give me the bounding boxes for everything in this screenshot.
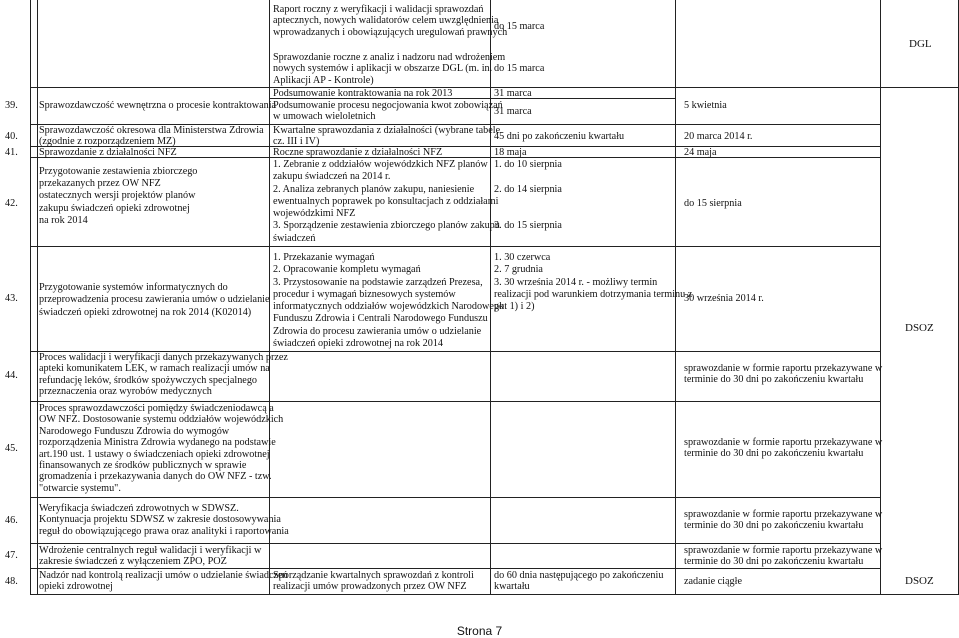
row-42-title: Przygotowanie zestawienia zbiorczego przekazanych przez OW NFZ ostatecznych wersji projektów planów zakupu świadczeń opieki zdrowotnej na rok 2014 bbox=[39, 166, 198, 226]
row-42-term: 1. do 10 sierpnia 2. do 14 sierpnia 3. do 15 sierpnia bbox=[494, 159, 562, 232]
row-46-deadline: sprawozdanie w formie raportu przekazywane w terminie do 30 dni po zakończeniu kwartału bbox=[684, 509, 883, 532]
row-48-deadline: zadanie ciągłe bbox=[684, 576, 742, 587]
owner-dsoz-1: DSOZ bbox=[905, 322, 934, 334]
owner-dsoz-2: DSOZ bbox=[905, 575, 934, 587]
row-41-title: Sprawozdanie z działalności NFZ bbox=[39, 147, 177, 158]
row-43-title: Przygotowanie systemów informatycznych do przeprowadzenia procesu zawierania umów o udzielanie świadczeń opieki zdrowotnej na rok 2014 (K02014) bbox=[39, 282, 270, 318]
row-48-task: Sporządzanie kwartalnych sprawozdań z kontroli realizacji umów prowadzonych przez OW NFZ bbox=[273, 570, 474, 593]
row-43-deadline: 30 września 2014 r. bbox=[684, 293, 764, 304]
owner-dgl: DGL bbox=[909, 38, 932, 50]
row-39-term-2: 31 marca bbox=[494, 106, 532, 117]
row-39-task-2: Podsumowanie procesu negocjowania kwot zobowiązań w umowach wieloletnich bbox=[273, 100, 503, 123]
row-number-47: 47. bbox=[5, 550, 18, 561]
row-44-title: Proces walidacji i weryfikacji danych przekazywanych przez apteki komunikatem LEK, w ramach realizacji umów na refundację leków, środków spożywczych specjalnego przeznaczenia oraz wyrobów medycznych bbox=[39, 352, 288, 398]
row-44-deadline: sprawozdanie w formie raportu przekazywane w terminie do 30 dni po zakończeniu kwartału bbox=[684, 363, 883, 386]
row-41-deadline: 24 maja bbox=[684, 147, 717, 158]
row-42-deadline: do 15 sierpnia bbox=[684, 198, 742, 209]
row-number-46: 46. bbox=[5, 515, 18, 526]
row-number-45: 45. bbox=[5, 443, 18, 454]
row-number-44: 44. bbox=[5, 370, 18, 381]
pre-task-2: Sprawozdanie roczne z analiz i nadzoru nad wdrożeniem nowych systemów i aplikacji w obszarze DGL (m. in. Aplikacji AP - Kontrole) bbox=[273, 52, 506, 86]
row-45-title: Proces sprawozdawczości pomiędzy świadczeniodawcą a OW NFZ. Dostosowanie systemu oddziałów wojewódzkich Narodowego Funduszu Zdrowia do wymogów rozporządzenia Ministra Zdrowia wydanego na podstawie art.190 ust. 1 ustawy o świadczeniach opieki zdrowotnej finansowanych ze środków publicznych w sprawie gromadzenia i przekazywania danych do OW NFZ - tzw. "otwarcie systemu". bbox=[39, 403, 284, 494]
row-42-task: 1. Zebranie z oddziałów wojewódzkich NFZ planów zakupu świadczeń na 2014 r. 2. Analiza zebranych planów zakupu, naniesienie ewentualnych poprawek po konsultacjach z oddziałami wojewódzkimi NFZ 3. Sporządzenie zestawienia zbiorczego planów zakupu świadczeń bbox=[273, 159, 500, 244]
row-40-term: 45 dni po zakończeniu kwartału bbox=[494, 131, 625, 142]
row-40-title: Sprawozdawczość okresowa dla Ministerstwa Zdrowia (zgodnie z rozporządzeniem MZ) bbox=[39, 125, 264, 148]
row-43-term: 1. 30 czerwca 2. 7 grudnia 3. 30 września 2014 r. - możliwy termin realizacji pod warunkiem dotrzymania terminu z pkt 1) i 2) bbox=[494, 252, 693, 313]
row-43-task: 1. Przekazanie wymagań 2. Opracowanie kompletu wymagań 3. Przystosowanie na podstawie zarządzeń Prezesa, procedur i wymagań biznesowych systemów informatycznych oddziałów wojewódzkich Narodowego Funduszu Zdrowia i Centrali Narodowego Funduszu Zdrowia do procesu zawierania umów o udzielanie świadczeń opieki zdrowotnej na rok 2014 bbox=[273, 252, 505, 350]
row-40-deadline: 20 marca 2014 r. bbox=[684, 131, 753, 142]
row-39-term-1: 31 marca bbox=[494, 88, 532, 99]
row-number-43: 43. bbox=[5, 293, 18, 304]
row-number-41: 41. bbox=[5, 147, 18, 158]
row-number-40: 40. bbox=[5, 131, 18, 142]
row-48-title: Nadzór nad kontrolą realizacji umów o udzielanie świadczeń opieki zdrowotnej bbox=[39, 570, 288, 593]
row-number-48: 48. bbox=[5, 576, 18, 587]
row-39-deadline: 5 kwietnia bbox=[684, 100, 727, 111]
row-47-deadline: sprawozdanie w formie raportu przekazywane w terminie do 30 dni po zakończeniu kwartału bbox=[684, 545, 883, 568]
pre-term-2: do 15 marca bbox=[494, 63, 545, 74]
row-number-39: 39. bbox=[5, 100, 18, 111]
page-number: Strona 7 bbox=[456, 624, 503, 638]
pre-term-1: do 15 marca bbox=[494, 21, 545, 32]
row-39-title: Sprawozdawczość wewnętrzna o procesie kontraktowania bbox=[39, 100, 277, 111]
row-number-42: 42. bbox=[5, 198, 18, 209]
row-46-title: Weryfikacja świadczeń zdrowotnych w SDWSZ. Kontynuacja projektu SDWSZ w zakresie dostosowywania reguł do obowiązującego prawa oraz analityki i raportowania bbox=[39, 503, 289, 537]
row-40-task: Kwartalne sprawozdania z działalności (wybrane tabele cz. III i IV) bbox=[273, 125, 501, 148]
row-45-deadline: sprawozdanie w formie raportu przekazywane w terminie do 30 dni po zakończeniu kwartału bbox=[684, 437, 883, 460]
row-48-term: do 60 dnia następującego po zakończeniu kwartału bbox=[494, 570, 664, 593]
row-47-title: Wdrożenie centralnych reguł walidacji i weryfikacji w zakresie świadczeń z wyłączeniem ZPO, POZ bbox=[39, 545, 262, 568]
row-41-term: 18 maja bbox=[494, 147, 527, 158]
row-41-task: Roczne sprawozdanie z działalności NFZ bbox=[273, 147, 443, 158]
row-39-task-1: Podsumowanie kontraktowania na rok 2013 bbox=[273, 88, 453, 99]
pre-task-1: Raport roczny z weryfikacji i walidacji sprawozdań aptecznych, nowych walidatorów celem uwzględnienia wprowadzanych i obowiązujących uregulowań prawnych bbox=[273, 4, 508, 38]
